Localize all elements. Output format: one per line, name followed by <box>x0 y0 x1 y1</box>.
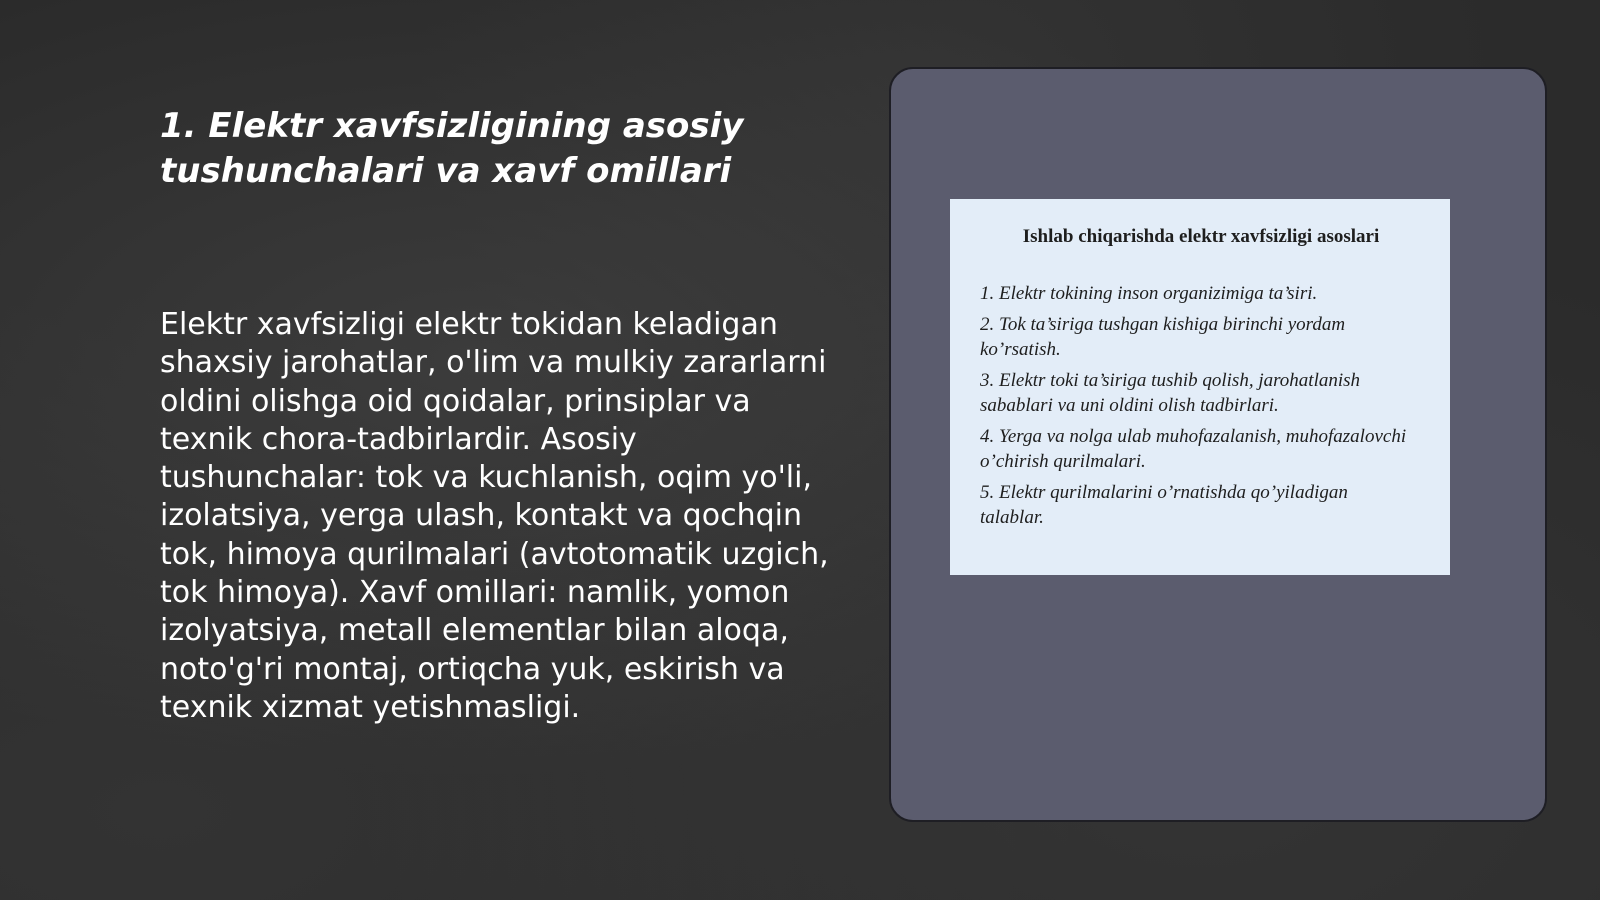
document-list-item: 2. Tok ta’siriga tushgan kishiga birinchi yordam ko’rsatish. <box>980 314 1346 360</box>
document-list-item: 3. Elektr toki ta’siriga tushib qolish, jarohatlanish sabablari va uni oldini olish tadbirlari. <box>980 370 1361 416</box>
document-list <box>980 281 1422 530</box>
document-list-item: 5. Elektr qurilmalarini o’rnatishda qo’yiladigan talablar. <box>980 482 1348 528</box>
document-heading: Ishlab chiqarishda elektr xavfsizligi asoslari <box>1022 226 1380 247</box>
document-list-item: 1. Elektr tokining inson organizimiga ta’siri. <box>980 283 1318 304</box>
slide-title: 1. Elektr xavfsizligining asosiy tushunchalari va xavf omillari <box>160 106 744 191</box>
slide-body-text: Elektr xavfsizligi elektr tokidan keladigan shaxsiy jarohatlar, o'lim va mulkiy zararlarni oldini olishga oid qoidalar, prinsiplar va texnik chora-tadbirlardir. Asosiy tushunchalar: tok va kuchlanish, oqim yo'li, izolatsiya, yerga ulash, kontakt va qochqin tok, himoya qurilmalari (avtotomatik uzgich, tok himoya). Xavf omillari: namlik, yomon izolyatsiya, metall elementlar bilan aloqa, noto'g'ri montaj, ortiqcha yuk, eskirish va texnik xizmat yetishmasligi. <box>160 307 829 725</box>
document-list-item: 4. Yerga va nolga ulab muhofazalanish, muhofazalovchi o’chirish qurilmalari. <box>980 426 1407 472</box>
document-image <box>950 199 1450 575</box>
